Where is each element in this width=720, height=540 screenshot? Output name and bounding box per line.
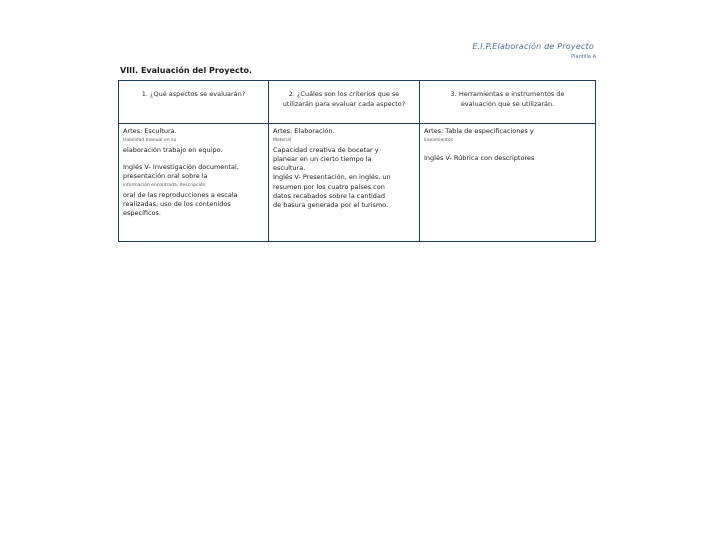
cell-text: Inglés V- Presentación, en inglés, un (273, 173, 391, 182)
table-header-row (119, 81, 595, 124)
header-text-criteria: 2. ¿Cuáles son los criterios que se utilizarán para evaluar cada aspecto? (282, 90, 406, 108)
cell-aspects (119, 124, 269, 241)
cell-tools (420, 124, 595, 241)
cell-text: de basura generada por el turismo. (273, 201, 389, 210)
header-text-tools: 3. Herramientas e instrumentos de evaluación que se utilizarán. (450, 90, 565, 108)
cell-text: realizadas, uso de los contenidos (123, 200, 231, 209)
cell-text: escultura. (273, 164, 306, 173)
spacer (123, 155, 264, 163)
cell-text: Capacidad creativa de bocetar y (273, 145, 379, 154)
cell-text: Artes: Elaboración. (273, 127, 335, 135)
cell-criteria (269, 124, 420, 241)
cell-text: resumen por los cuatro países con (273, 182, 385, 191)
header-cell-aspects (119, 81, 269, 123)
document-header-subtitle: Plantilla A (571, 54, 596, 60)
evaluation-table (118, 80, 596, 242)
cell-text: datos recabados sobre la cantidad (273, 192, 386, 201)
cell-text: específicos. (123, 209, 161, 218)
cell-text: lineamientos (424, 138, 453, 144)
cell-text: Artes: Escultura. (123, 127, 177, 135)
section-title: VIII. Evaluación del Proyecto. (120, 66, 253, 75)
cell-text: Inglés V- Rúbrica con descriptores (424, 153, 535, 162)
cell-text: oral de las reproducciones a escala (123, 190, 238, 199)
header-cell-tools (420, 81, 595, 123)
cell-text: Material (273, 138, 292, 144)
cell-text: planear en un cierto tiempo la (273, 154, 372, 163)
cell-text: Inglés V- Investigación documental, (123, 162, 239, 171)
header-cell-criteria (269, 81, 420, 123)
spacer (424, 146, 591, 154)
cell-text: presentación oral sobre la (123, 172, 208, 181)
document-header-title: E.I.P.Elaboración de Proyecto (472, 42, 594, 51)
header-text-aspects: 1. ¿Qué aspectos se evaluarán? (141, 90, 246, 98)
cell-text: información encontrada, descripción (123, 183, 206, 189)
cell-text: elaboración trabajo en equipo. (123, 145, 223, 154)
table-body-row (119, 124, 595, 241)
cell-text: Habilidad manual en su (123, 138, 177, 144)
cell-text: Artes: Tabla de especificaciones y (424, 127, 534, 135)
